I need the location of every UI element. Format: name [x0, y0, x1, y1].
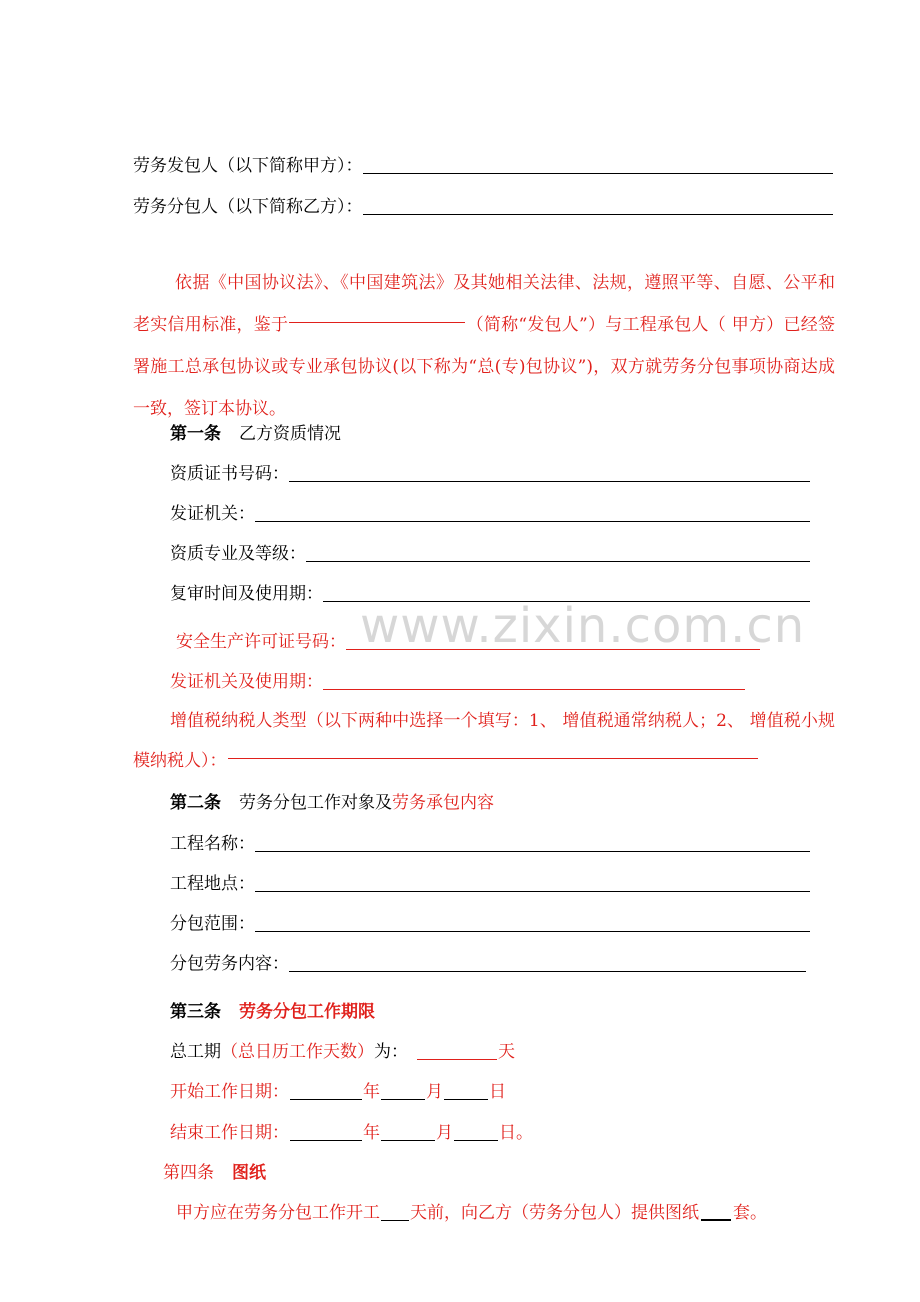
drawing-sets-blank[interactable]: [701, 1217, 731, 1221]
end-label: 结束工作日期：: [170, 1123, 289, 1143]
article1-heading: 第一条: [170, 424, 221, 444]
end-day-unit: 日。: [499, 1123, 533, 1143]
drawing-days-blank[interactable]: [381, 1219, 409, 1221]
total-label-a: 总工期: [170, 1042, 221, 1062]
content-row: [170, 949, 806, 979]
project-name-blank[interactable]: [255, 850, 810, 852]
safety-license-label: 安全生产许可证号码：: [176, 632, 346, 652]
scope-label: 分包范围：: [170, 914, 255, 934]
article4-heading: 第四条: [163, 1163, 214, 1183]
specialty-blank[interactable]: [306, 560, 810, 562]
total-label-c: 为：: [374, 1042, 408, 1062]
article1-heading-row: [170, 419, 341, 449]
start-day-unit: 日: [489, 1082, 506, 1102]
vat-type-blank[interactable]: [228, 757, 758, 759]
issuer-blank[interactable]: [255, 520, 810, 522]
start-date-row: [170, 1077, 506, 1107]
end-year-unit: 年: [363, 1123, 380, 1143]
start-year-unit: 年: [363, 1082, 380, 1102]
article2-title-red: 劳务承包内容: [392, 793, 494, 813]
content-blank[interactable]: [289, 970, 806, 972]
scope-row: [170, 909, 810, 939]
project-location-row: [170, 869, 810, 899]
issuer-row: [170, 499, 810, 529]
article1-title: 乙方资质情况: [239, 424, 341, 444]
review-label: 复审时间及使用期：: [170, 584, 323, 604]
party-a-row: [133, 151, 833, 181]
end-month-unit: 月: [436, 1123, 453, 1143]
party-b-blank[interactable]: [363, 213, 834, 215]
cert-no-row: [170, 459, 810, 489]
watermark: www.zixin.com.cn: [360, 598, 806, 654]
party-b-row: [133, 192, 833, 222]
preamble-part1: 依据《中国协议法》、《中国建筑法》及其她相关法律、法规，遵照平等、自愿、公平和老实信用标准，鉴于: [133, 273, 835, 335]
party-b-label: 劳务分包人（以下简称乙方）：: [133, 197, 363, 217]
article4-title: 图纸: [232, 1163, 266, 1183]
issuer-period-row: [170, 667, 745, 697]
article3-title: 劳务分包工作期限: [239, 1002, 375, 1022]
issuer-label: 发证机关：: [170, 504, 255, 524]
start-month-blank[interactable]: [381, 1098, 425, 1100]
scope-blank[interactable]: [255, 930, 810, 932]
article2-heading: 第二条: [170, 793, 221, 813]
preamble-part2: （简称“发包人”）与工程承包人（ 甲方）已经签署施工总承包协议或专业承包协议(以下称为“总(专)包协议”)，双方就劳务分包事项协商达成一致，签订本协议。: [133, 315, 835, 419]
article2-heading-row: [170, 788, 494, 818]
end-year-blank[interactable]: [290, 1139, 362, 1141]
issuer-period-blank[interactable]: [323, 688, 745, 690]
article4-text1: 甲方应在劳务分包工作开工: [176, 1203, 380, 1223]
article4-text-row: [176, 1198, 767, 1228]
project-location-blank[interactable]: [255, 890, 810, 892]
article4-text2: 天前，向乙方（劳务分包人）提供图纸: [410, 1203, 699, 1223]
issuer-period-label: 发证机关及使用期：: [170, 672, 323, 692]
preamble-blank[interactable]: [289, 321, 465, 323]
specialty-label: 资质专业及等级：: [170, 544, 306, 564]
end-date-row: [170, 1118, 533, 1148]
start-year-blank[interactable]: [290, 1098, 362, 1100]
cert-no-blank[interactable]: [289, 480, 810, 482]
total-period-row: [170, 1037, 515, 1067]
content-label: 分包劳务内容：: [170, 954, 289, 974]
total-label-b: （总日历工作天数）: [221, 1042, 374, 1062]
party-a-blank[interactable]: [363, 172, 834, 174]
article4-heading-row: [163, 1158, 266, 1188]
start-month-unit: 月: [426, 1082, 443, 1102]
article3-heading-row: [170, 997, 375, 1027]
project-location-label: 工程地点：: [170, 874, 255, 894]
start-label: 开始工作日期：: [170, 1082, 289, 1102]
party-a-label: 劳务发包人（以下简称甲方）：: [133, 156, 363, 176]
article3-heading: 第三条: [170, 1002, 221, 1022]
end-month-blank[interactable]: [381, 1139, 435, 1141]
specialty-row: [170, 539, 810, 569]
end-day-blank[interactable]: [454, 1139, 498, 1141]
total-days-blank[interactable]: [417, 1058, 497, 1060]
article2-title-black: 劳务分包工作对象及: [239, 793, 392, 813]
project-name-label: 工程名称：: [170, 834, 255, 854]
vat-type-label: 增值税纳税人类型（以下两种中选择一个填写：1、 增值税通常纳税人；2、 增值税小规模纳税人）：: [133, 711, 835, 771]
total-unit: 天: [498, 1042, 515, 1062]
preamble-paragraph: [133, 262, 835, 430]
project-name-row: [170, 829, 810, 859]
start-day-blank[interactable]: [444, 1098, 488, 1100]
cert-no-label: 资质证书号码：: [170, 464, 289, 484]
vat-type-paragraph: [133, 701, 835, 781]
article4-text3: 套。: [733, 1203, 767, 1223]
